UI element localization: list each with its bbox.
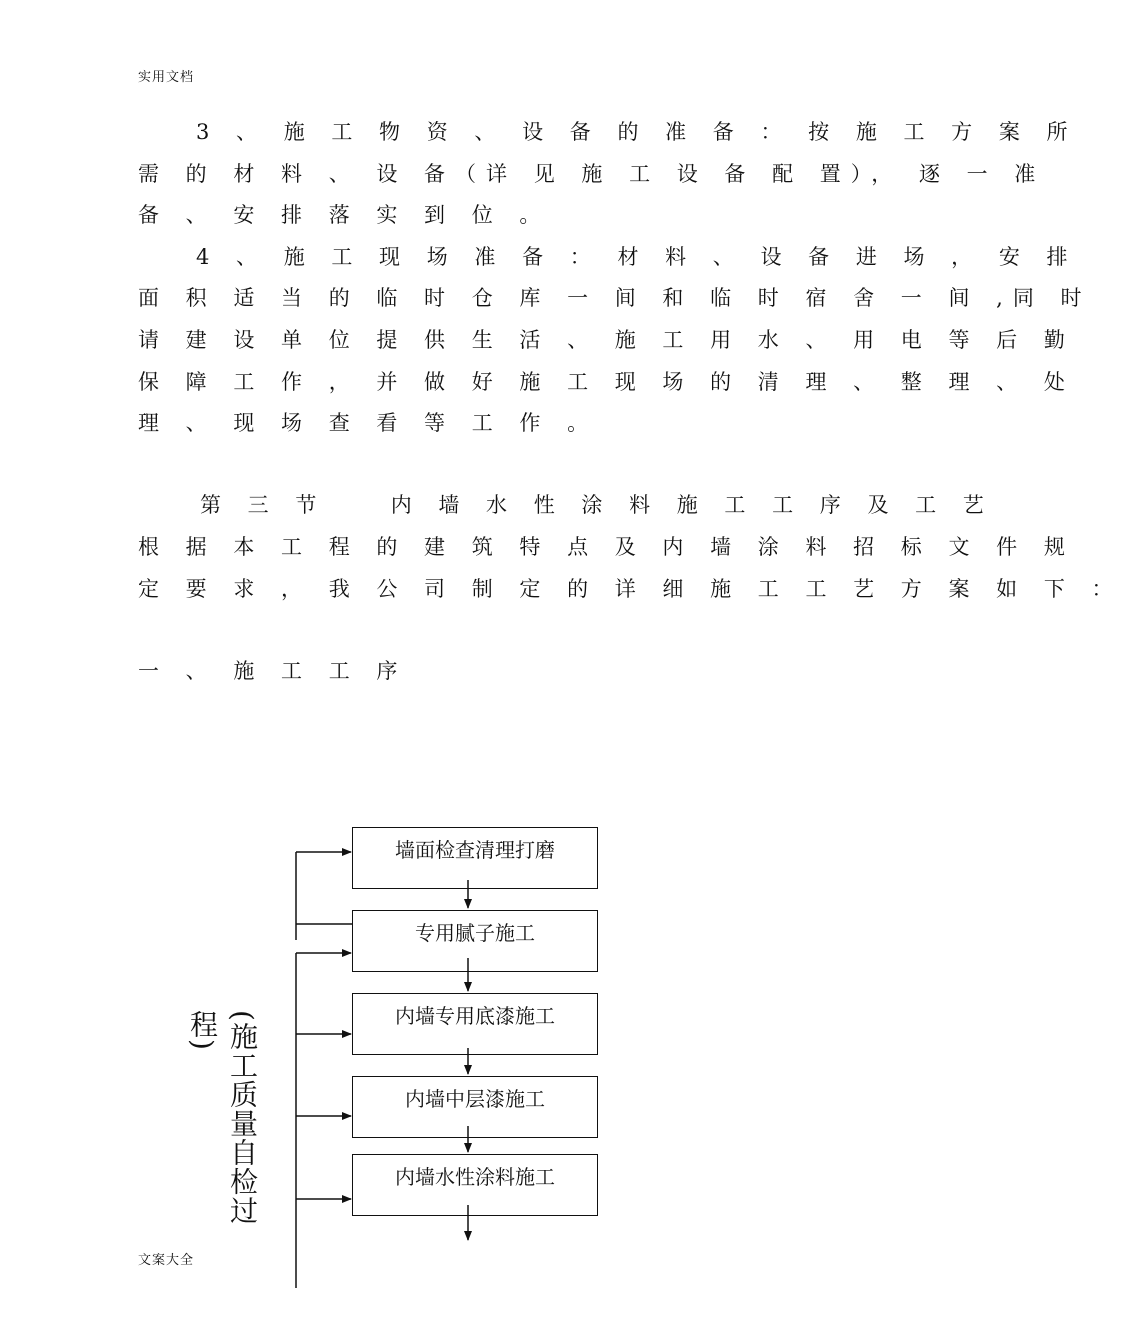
para-1-line-1: 3 、 施 工 物 资 、 设 备 的 准 备 ： 按 施 工 方 案 所	[196, 120, 1078, 144]
para-1-line-2: 需 的 材 料 、 设 备（详 见 施 工 设 备 配 置）， 逐 一 准	[138, 162, 1046, 186]
para-2-line-1: 4 、 施 工 现 场 准 备 ： 材 料 、 设 备 进 场 ， 安 排	[196, 245, 1078, 269]
flow-step-4: 内墙中层漆施工	[352, 1076, 598, 1138]
flow-step-5: 内墙水性涂料施工	[352, 1154, 598, 1216]
para-2-line-2: 面 积 适 当 的 临 时 仓 库 一 间 和 临 时 宿 舍 一 间 ,同 时	[138, 286, 1092, 310]
flow-step-3: 内墙专用底漆施工	[352, 993, 598, 1055]
para-3-line-2: 定 要 求 ， 我 公 司 制 定 的 详 细 施 工 工 艺 方 案 如 下 ：	[138, 577, 1123, 601]
para-2-line-5: 理 、 现 场 查 看 等 工 作 。	[138, 411, 599, 435]
page-footer: 文案大全	[138, 1253, 195, 1268]
flow-step-2: 专用腻子施工	[352, 910, 598, 972]
section-title: 第 三 节 内 墙 水 性 涂 料 施 工 工 序 及 工 艺	[200, 493, 994, 517]
para-1-line-3: 备 、 安 排 落 实 到 位 。	[138, 203, 551, 227]
page-header: 实用文档	[138, 70, 195, 85]
para-2-line-3: 请 建 设 单 位 提 供 生 活 、 施 工 用 水 、 用 电 等 后 勤	[138, 328, 1075, 352]
side-label: (施工质量自检过程)	[186, 1010, 259, 1225]
subheading: 一 、 施 工 工 序	[138, 659, 408, 683]
flow-step-1: 墙面检查清理打磨	[352, 827, 598, 889]
para-3-line-1: 根 据 本 工 程 的 建 筑 特 点 及 内 墙 涂 料 招 标 文 件 规	[138, 535, 1075, 559]
para-2-line-4: 保 障 工 作 ， 并 做 好 施 工 现 场 的 清 理 、 整 理 、 处	[138, 370, 1075, 394]
